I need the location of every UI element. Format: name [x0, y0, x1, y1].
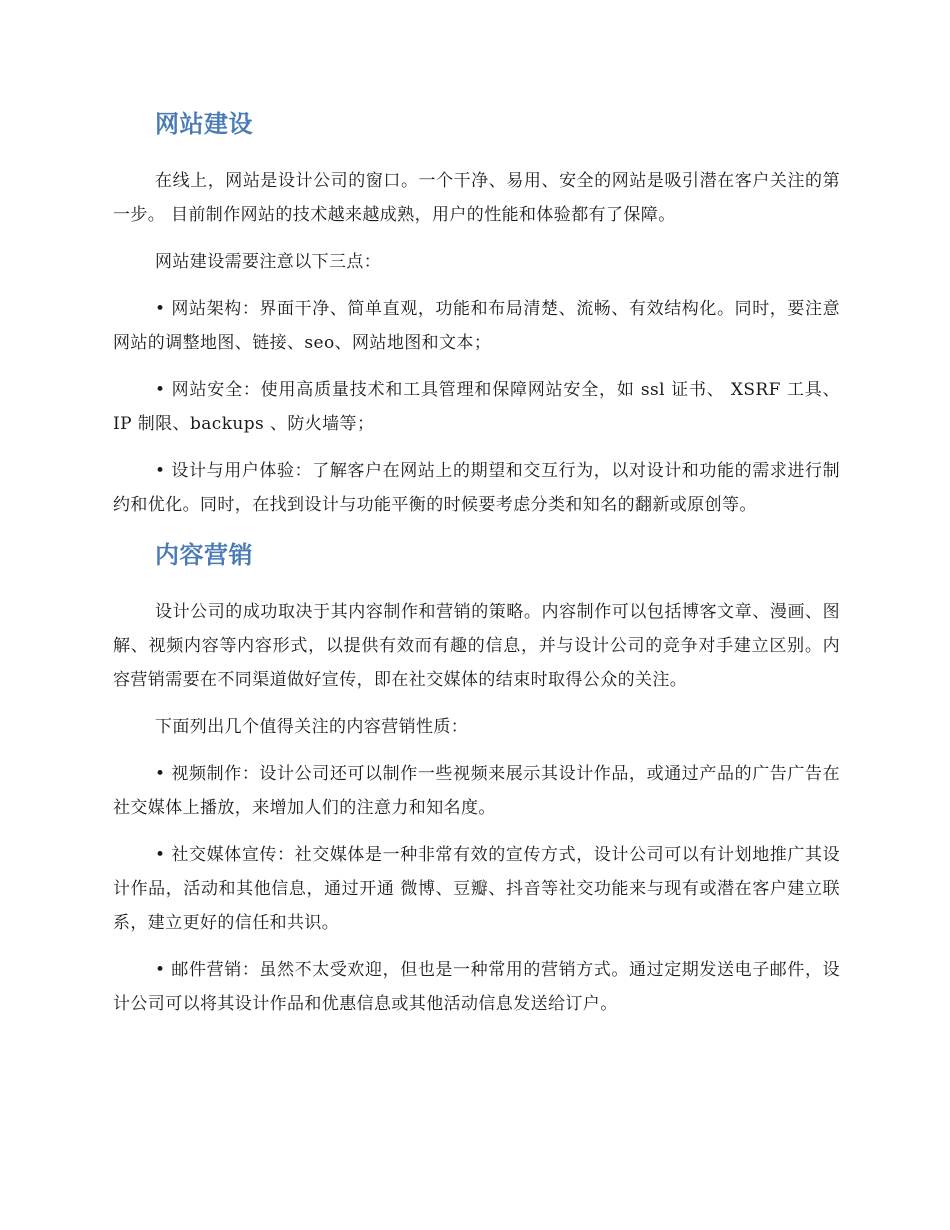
paragraph: 网站建设需要注意以下三点： — [155, 252, 382, 272]
document-body — [113, 104, 840, 1034]
paragraph: 在线上，网站是设计公司的窗口。一个干净、易用、安全的网站是吸引潜在客户关注的第一步。 目前制作网站的技术越来越成熟，用户的性能和体验都有了保障。 — [113, 171, 840, 225]
bullet-paragraph: • 网站架构：界面干净、简单直观，功能和布局清楚、流畅、有效结构化。同时，要注意网站的调整地图、链接、seo、网站地图和文本； — [113, 299, 840, 353]
bullet-paragraph: • 邮件营销：虽然不太受欢迎，但也是一种常用的营销方式。通过定期发送电子邮件，设计公司可以将其设计作品和优惠信息或其他活动信息发送给订户。 — [113, 960, 840, 1014]
section-website-building — [113, 104, 840, 522]
bullet-paragraph: • 网站安全：使用高质量技术和工具管理和保障网站安全，如 ssl 证书、 XSRF 工具、IP 制限、backups 、防火墙等； — [113, 380, 840, 434]
paragraph: 设计公司的成功取决于其内容制作和营销的策略。内容制作可以包括博客文章、漫画、图解、视频内容等内容形式，以提供有效而有趣的信息，并与设计公司的竞争对手建立区别。内容营销需要在不同渠道做好宣传，即在社交媒体的结束时取得公众的关注。 — [113, 602, 840, 690]
bullet-paragraph: • 社交媒体宣传：社交媒体是一种非常有效的宣传方式，设计公司可以有计划地推广其设计作品，活动和其他信息，通过开通 微博、豆瓣、抖音等社交功能来与现有或潜在客户建立联系，建立更好的信任和共识。 — [113, 845, 840, 933]
section-title: 内容营销 — [155, 541, 253, 569]
section-content-marketing — [113, 535, 840, 1021]
section-title: 网站建设 — [155, 110, 253, 138]
paragraph: 下面列出几个值得关注的内容营销性质： — [155, 717, 469, 737]
bullet-paragraph: • 视频制作：设计公司还可以制作一些视频来展示其设计作品，或通过产品的广告广告在社交媒体上播放，来增加人们的注意力和知名度。 — [113, 764, 840, 818]
bullet-paragraph: • 设计与用户体验：了解客户在网站上的期望和交互行为，以对设计和功能的需求进行制约和优化。同时，在找到设计与功能平衡的时候要考虑分类和知名的翻新或原创等。 — [113, 461, 840, 515]
